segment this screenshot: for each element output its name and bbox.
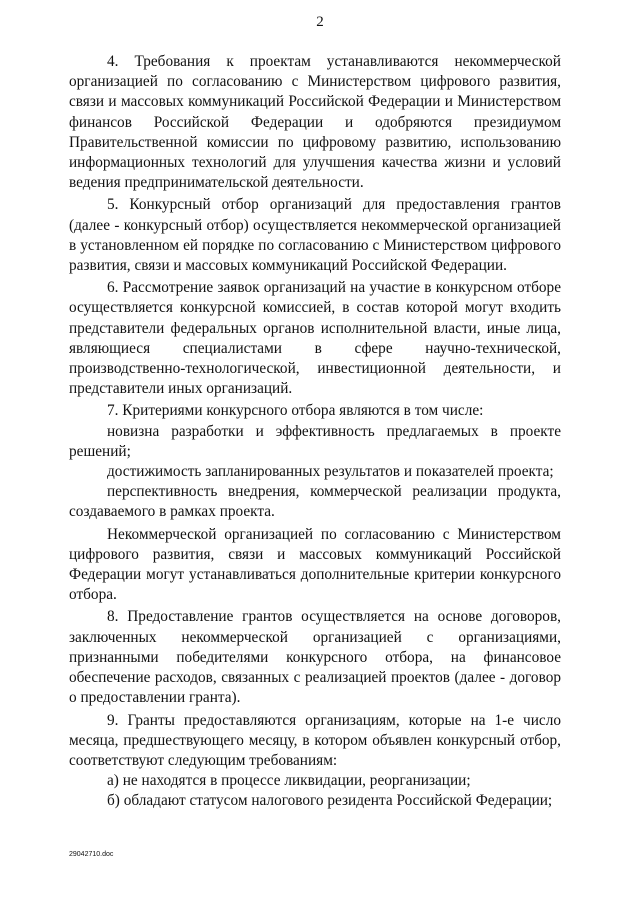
criterion-achievability: достижимость запланированных результатов и показателей проекта; (107, 463, 554, 481)
requirement-b: б) обладают статусом налогового резидента Российской Федерации; (107, 792, 553, 810)
page-number: 2 (316, 14, 324, 30)
document-body (69, 52, 561, 812)
paragraph-4: 4. Требования к проектам устанавливаются некоммерческой организацией по согласованию с Министерством цифрового развития, связи и массовых коммуникаций Российской Федерации и Министерством финансов Российской Федерации и одобряются президиумом Правительственной комиссии по цифровому развитию, использованию информационных технологий для улучшения качества жизни и условий ведения предпринимательской деятельности. (69, 53, 561, 192)
paragraph-9: 9. Гранты предоставляются организациям, которые на 1-е число месяца, предшествующего месяцу, в котором объявлен конкурсный отбор, соответствуют следующим требованиям: (69, 711, 561, 769)
footer-filename: 29042710.doc (69, 851, 114, 858)
criterion-prospects: перспективность внедрения, коммерческой реализации продукта, создаваемого в рамках проекта. (69, 483, 561, 521)
requirement-a: а) не находятся в процессе ликвидации, реорганизации; (107, 772, 471, 790)
paragraph-7: 7. Критериями конкурсного отбора являются в том числе: (107, 402, 484, 420)
paragraph-additional-criteria: Некоммерческой организацией по согласованию с Министерством цифрового развития, связи и массовых коммуникаций Российской Федерации могут устанавливаться дополнительные критерии конкурсного отбора. (69, 525, 561, 604)
paragraph-5: 5. Конкурсный отбор организаций для предоставления грантов (далее - конкурсный отбор) осуществляется некоммерческой организацией в установленном ей порядке по согласованию с Министерством цифрового развития, связи и массовых коммуникаций Российской Федерации. (69, 196, 561, 275)
criterion-novelty: новизна разработки и эффективность предлагаемых в проекте решений; (69, 422, 561, 460)
paragraph-6: 6. Рассмотрение заявок организаций на участие в конкурсном отборе осуществляется конкурсной комиссией, в состав которой могут входить представители федеральных органов исполнительной власти, иные лица, являющиеся специалистами в сфере научно-технической, производственно-технологической, инвестиционной деятельности, и представители иных организаций. (69, 279, 561, 398)
paragraph-8: 8. Предоставление грантов осуществляется на основе договоров, заключенных некоммерческой организацией с организациями, признанными победителями конкурсного отбора, на финансовое обеспечение расходов, связанных с реализацией проектов (далее - договор о предоставлении гранта). (69, 608, 561, 707)
